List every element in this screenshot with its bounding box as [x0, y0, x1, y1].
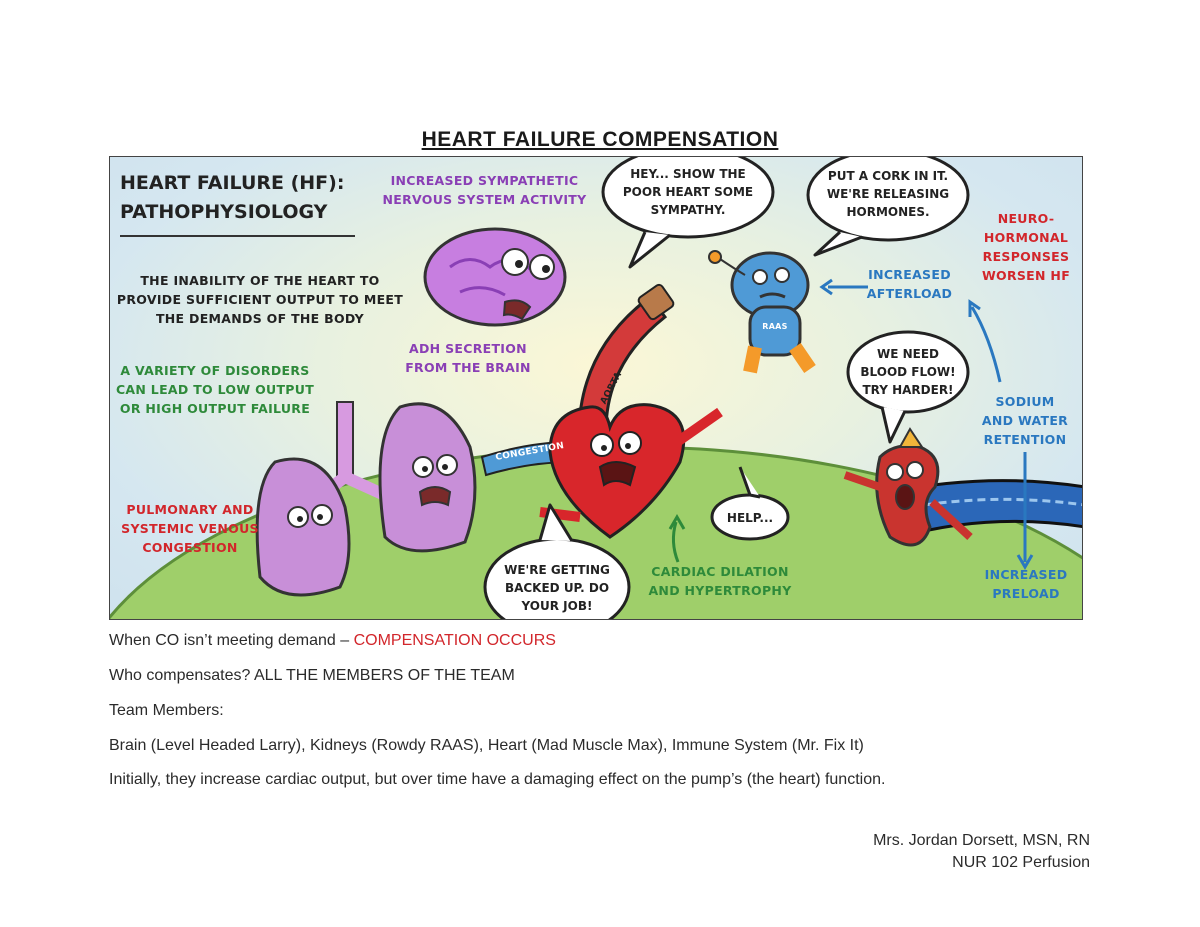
bubble-cork: PUT A CORK IN IT. WE'RE RELEASING HORMONES. [826, 169, 950, 219]
dilation-caption: CARDIAC DILATION AND HYPERTROPHY [648, 564, 792, 598]
preload-caption: INCREASED PRELOAD [984, 567, 1068, 601]
afterload-caption: INCREASED AFTERLOAD [866, 267, 953, 301]
body-line-4: Brain (Level Headed Larry), Kidneys (Rowdy RAAS), Heart (Mad Muscle Max), Immune System (Mr. Fix It) [109, 737, 864, 754]
bubble-blood-flow: WE NEED BLOOD FLOW! TRY HARDER! [860, 347, 956, 397]
body-line-3: Team Members: [109, 702, 224, 719]
neurohormonal-caption: NEURO- HORMONAL RESPONSES WORSEN HF [981, 211, 1071, 283]
adh-caption: ADH SECRETION FROM THE BRAIN [405, 341, 531, 375]
bubble-backed-up: WE'RE GETTING BACKED UP. DO YOUR JOB! [504, 563, 610, 613]
sodium-arrow [972, 307, 1000, 382]
disorders-caption: A VARIETY OF DISORDERS CAN LEAD TO LOW OUTPUT OR HIGH OUTPUT FAILURE [115, 363, 315, 416]
body-line-1-prefix: When CO isn’t meeting demand – [109, 632, 354, 649]
right-lung [380, 404, 475, 551]
definition-caption: THE INABILITY OF THE HEART TO PROVIDE SUFFICIENT OUTPUT TO MEET THE DEMANDS OF THE BODY [116, 273, 404, 326]
raas-label: RAAS [762, 322, 788, 331]
document-title: HEART FAILURE COMPENSATION [421, 128, 779, 151]
compensation-highlight: COMPENSATION OCCURS [353, 632, 556, 649]
signature-name: Mrs. Jordan Dorsett, MSN, RN [873, 832, 1090, 849]
bubble-sympathy: HEY... SHOW THE POOR HEART SOME SYMPATHY. [622, 167, 754, 217]
trachea [337, 402, 353, 482]
pulmonary-caption: PULMONARY AND SYSTEMIC VENOUS CONGESTION [121, 502, 259, 555]
heart-failure-illustration [109, 156, 1083, 620]
panel-title-rule [120, 235, 355, 237]
panel-title: HEART FAILURE (HF): PATHOPHYSIOLOGY [120, 172, 345, 223]
body-line-5: Initially, they increase cardiac output, but over time have a damaging effect on the pump’s (the heart) function. [109, 771, 886, 788]
body-line-2: Who compensates? ALL THE MEMBERS OF THE TEAM [109, 667, 515, 684]
congestion-label: CONGESTION [494, 441, 565, 463]
sympathetic-caption: INCREASED SYMPATHETIC NERVOUS SYSTEM ACTIVITY [382, 173, 587, 207]
body-line-1 [109, 632, 556, 650]
aorta-label: AORTA [598, 370, 625, 407]
bubble-help: HELP... [726, 511, 774, 525]
sodium-caption: SODIUM AND WATER RETENTION [981, 394, 1069, 447]
signature-course: NUR 102 Perfusion [952, 854, 1090, 871]
